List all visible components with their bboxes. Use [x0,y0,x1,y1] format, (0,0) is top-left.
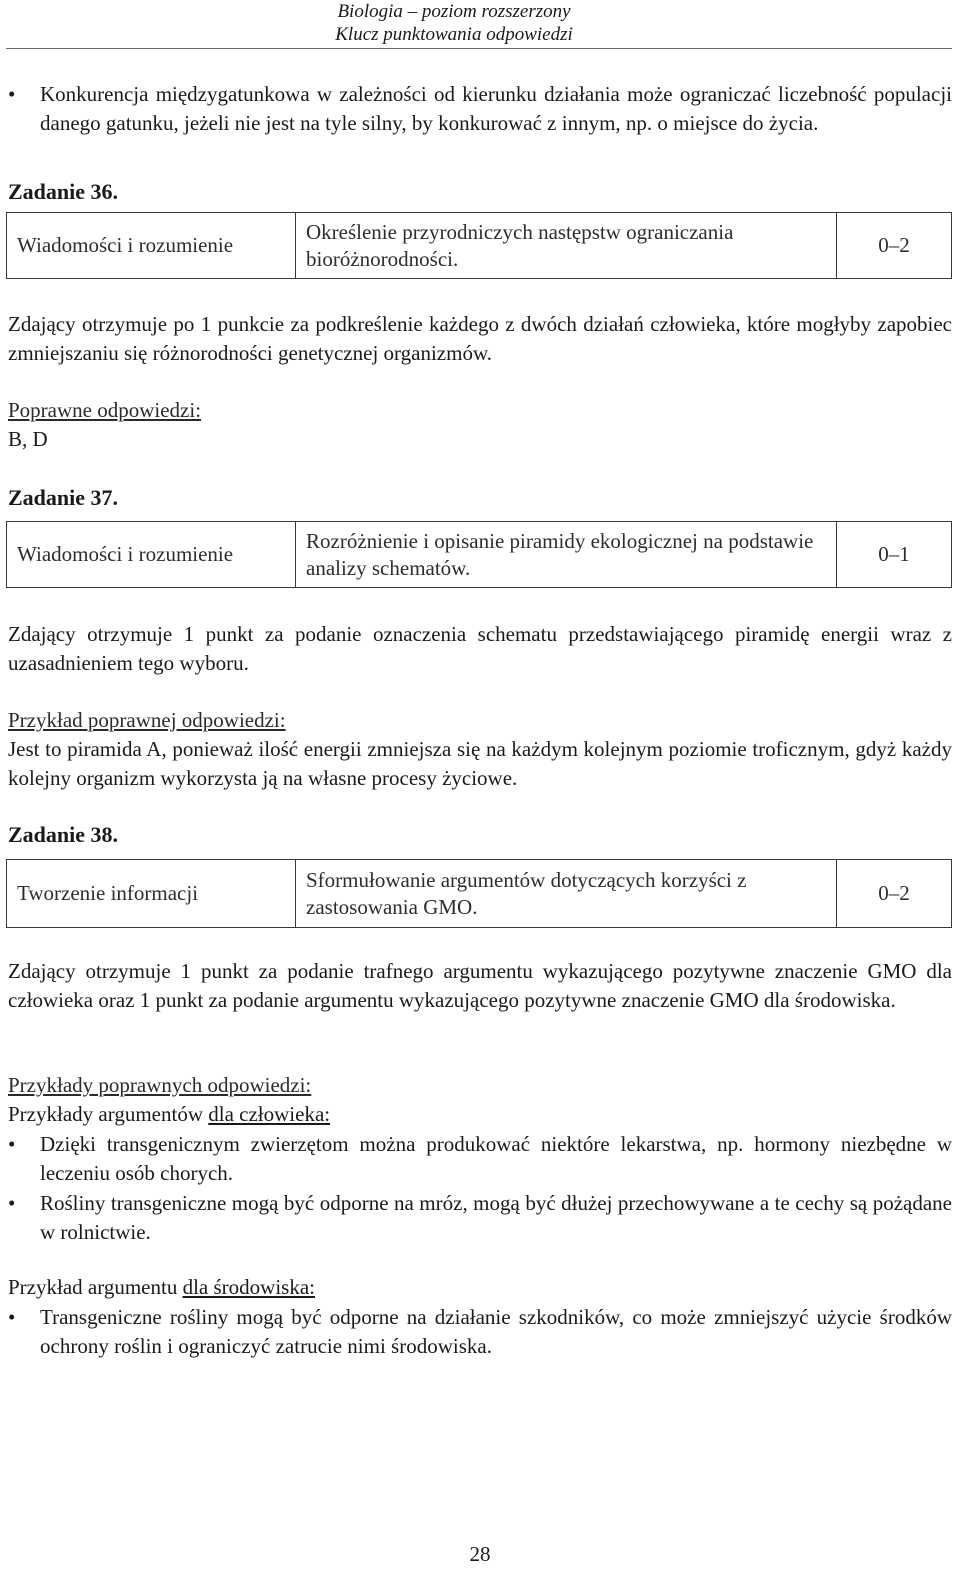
task36-score: 0–2 [837,213,952,279]
task38-criteria: Zdający otrzymuje 1 punkt za podanie trafnego argumentu wykazującego pozytywne znaczenie GMO dla człowieka oraz 1 punkt za podanie argumentu wykazującego pozytywne znaczenie GMO dla środowiska. [8,959,952,1012]
task37-category: Wiadomości i rozumienie [7,522,296,588]
task37-score: 0–1 [837,522,952,588]
task36-answers: B, D [8,427,48,451]
task36-category: Wiadomości i rozumienie [7,213,296,279]
task37-example: Jest to piramida A, ponieważ ilość energii zmniejsza się na każdym kolejnym poziomie troficznym, gdyż każdy kolejny organizm wykorzysta ją na własne procesy życiowe. [8,737,952,790]
task37-criteria: Zdający otrzymuje 1 punkt za podanie oznaczenia schematu przedstawiającego piramidę energii wraz z uzasadnieniem tego wyboru. [8,622,952,675]
task38-examples-label: Przykłady poprawnych odpowiedzi: [8,1073,312,1097]
task36-requirement: Określenie przyrodniczych następstw ograniczania bioróżnorodności. [296,213,837,279]
task38-env-label [8,1273,952,1302]
task38-score: 0–2 [837,860,952,928]
task37-requirement: Rozróżnienie i opisanie piramidy ekologicznej na podstawie analizy schematów. [296,522,837,588]
task38-human-target: dla człowieka: [208,1102,331,1126]
page-header [304,0,604,46]
task38-requirement: Sformułowanie argumentów dotyczących korzyści z zastosowania GMO. [296,860,837,928]
task38-heading: Zadanie 38. [8,822,119,847]
intro-bullet-item [8,80,952,138]
page-number: 28 [469,1542,491,1566]
task38-human-item-text: Dzięki transgenicznym zwierzętom można produkować niektóre lekarstwa, np. hormony niezbędne w leczeniu osób chorych. [40,1132,952,1185]
task38-human-item [8,1130,952,1188]
bullet-icon: • [8,82,16,106]
task38-category: Tworzenie informacji [7,860,296,928]
header-document-title: Klucz punktowania odpowiedzi [335,24,573,45]
task37-heading: Zadanie 37. [8,485,119,510]
task38-human-label [8,1100,952,1129]
task36-criteria: Zdający otrzymuje po 1 punkcie za podkreślenie każdego z dwóch działań człowieka, które mogłyby zapobiec zmniejszaniu się różnorodności genetycznej organizmów. [8,312,952,365]
header-subject: Biologia – poziom rozszerzony [337,1,571,22]
task38-human-item-text: Rośliny transgeniczne mogą być odporne na mróz, mogą być dłużej przechowywane a te cechy są pożądane w rolnictwie. [40,1191,952,1244]
task37-table [6,521,952,588]
task38-env-item [8,1303,952,1361]
task36-table [6,212,952,279]
header-divider [6,48,952,49]
task38-human-prefix: Przykłady argumentów [8,1102,209,1126]
bullet-icon: • [8,1191,16,1215]
task36-heading: Zadanie 36. [8,179,119,204]
task38-table [6,859,952,928]
task38-human-item [8,1189,952,1247]
task36-answers-label: Poprawne odpowiedzi: [8,398,202,422]
task37-example-label: Przykład poprawnej odpowiedzi: [8,708,286,732]
intro-bullet-text: Konkurencja międzygatunkowa w zależności od kierunku działania może ograniczać liczebność populacji danego gatunku, jeżeli nie jest na tyle silny, by konkurować z innym, np. o miejsce do życia. [40,82,952,135]
task38-env-item-text: Transgeniczne rośliny mogą być odporne na działanie szkodników, co może zmniejszyć użycie środków ochrony roślin i ograniczyć zatrucie nimi środowiska. [40,1305,952,1358]
task38-env-target: dla środowiska: [182,1275,315,1299]
bullet-icon: • [8,1305,16,1329]
bullet-icon: • [8,1132,16,1156]
task38-env-prefix: Przykład argumentu [8,1275,183,1299]
